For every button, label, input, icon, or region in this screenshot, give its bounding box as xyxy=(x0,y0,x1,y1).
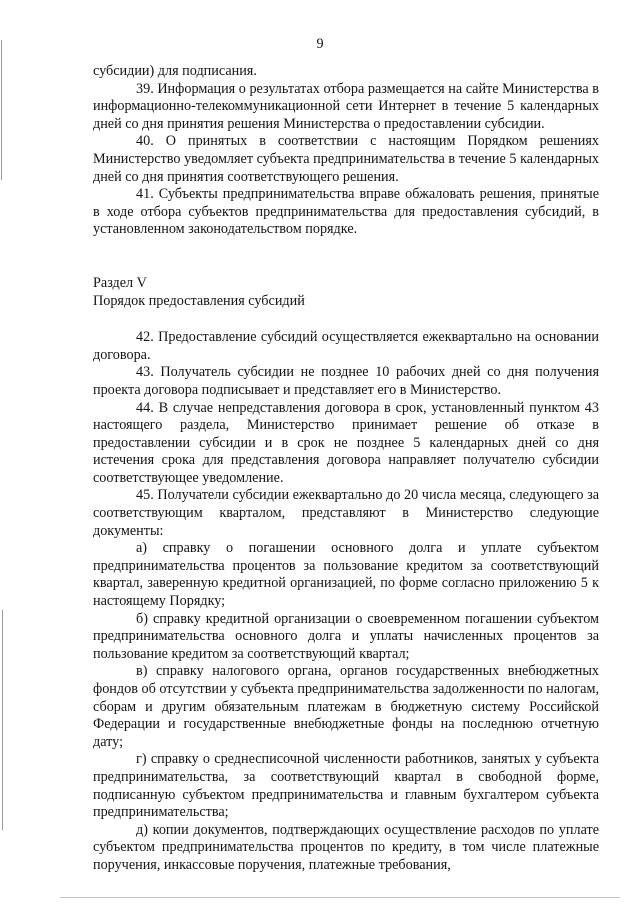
section-number: Раздел V xyxy=(93,274,147,291)
paragraph: в) справку налогового органа, органов государственных внебюджетных фондов об отсутствии у субъекта предпринимательства задолженности по налогам, сборам и другим обязательным платежам в бюджетную систему Российской Федерации и государственные внебюджетные фонды на последнюю отчетную дату; xyxy=(93,663,599,750)
paragraph: б) справку кредитной организации о своевременном погашении субъектом предпринимательства основного долга и уплаты начисленных процентов за пользование кредитом за соответствующий квартал; xyxy=(93,610,599,662)
scan-edge-mark xyxy=(1,40,2,180)
scan-edge-mark xyxy=(60,897,620,898)
paragraph: г) справку о среднесписочной численности работников, занятых у субъекта предпринимательства, за соответствующий квартал в свободной форме, подписанную субъектом предпринимательства и главным бухгалтером субъекта предпринимательства; xyxy=(93,751,599,821)
paragraph: 40. О принятых в соответствии с настоящим Порядком решениях Министерство уведомляет субъекта предпринимательства в течение 5 календарных дней со дня принятия соответствующего решения. xyxy=(93,133,599,185)
paragraph: д) копии документов, подтверждающих осуществление расходов по уплате субъектом предпринимательства процентов по кредиту, в том числе платежные поручения, инкассовые поручения, платежные требования, xyxy=(93,821,599,873)
section-title: Порядок предоставления субсидий xyxy=(93,292,305,309)
document-body xyxy=(93,63,599,875)
paragraph: а) справку о погашении основного долга и уплате субъектом предпринимательства процентов за пользование кредитом за соответствующий квартал, заверенную кредитной организацией, по форме согласно приложению 5 к настоящему Порядку; xyxy=(93,540,599,610)
paragraph: 45. Получатели субсидии ежеквартально до 20 числа месяца, следующего за соответствующим кварталом, представляют в Министерство следующие документы: xyxy=(93,487,599,539)
paragraph: 43. Получатель субсидии не позднее 10 рабочих дней со дня получения проекта договора подписывает и представляет его в Министерство. xyxy=(93,364,599,398)
paragraphs-after-section xyxy=(93,329,599,874)
paragraph: субсидии) для подписания. xyxy=(93,63,257,79)
paragraph: 44. В случае непредставления договора в срок, установленный пунктом 43 настоящего раздела, Министерство принимает решение об отказе в предоставлении субсидии и в срок не позднее 5 календарных дней со дня истечения срока для представления договора направляет получателю субсидии соответствующее уведомление. xyxy=(93,399,599,486)
paragraph: 39. Информация о результатах отбора размещается на сайте Министерства в информационно-телекоммуникационной сети Интернет в течение 5 календарных дней со дня принятия решения Министерства о предоставлении субсидии. xyxy=(93,80,599,132)
page-number: 9 xyxy=(316,36,324,52)
paragraph: 41. Субъекты предпринимательства вправе обжаловать решения, принятые в ходе отбора субъектов предпринимательства для предоставления субсидий, в установленном законодательством порядке. xyxy=(93,186,599,238)
paragraph: 42. Предоставление субсидий осуществляется ежеквартально на основании договора. xyxy=(93,329,599,363)
paragraphs-before-section xyxy=(93,63,599,239)
scan-edge-mark xyxy=(2,610,3,830)
